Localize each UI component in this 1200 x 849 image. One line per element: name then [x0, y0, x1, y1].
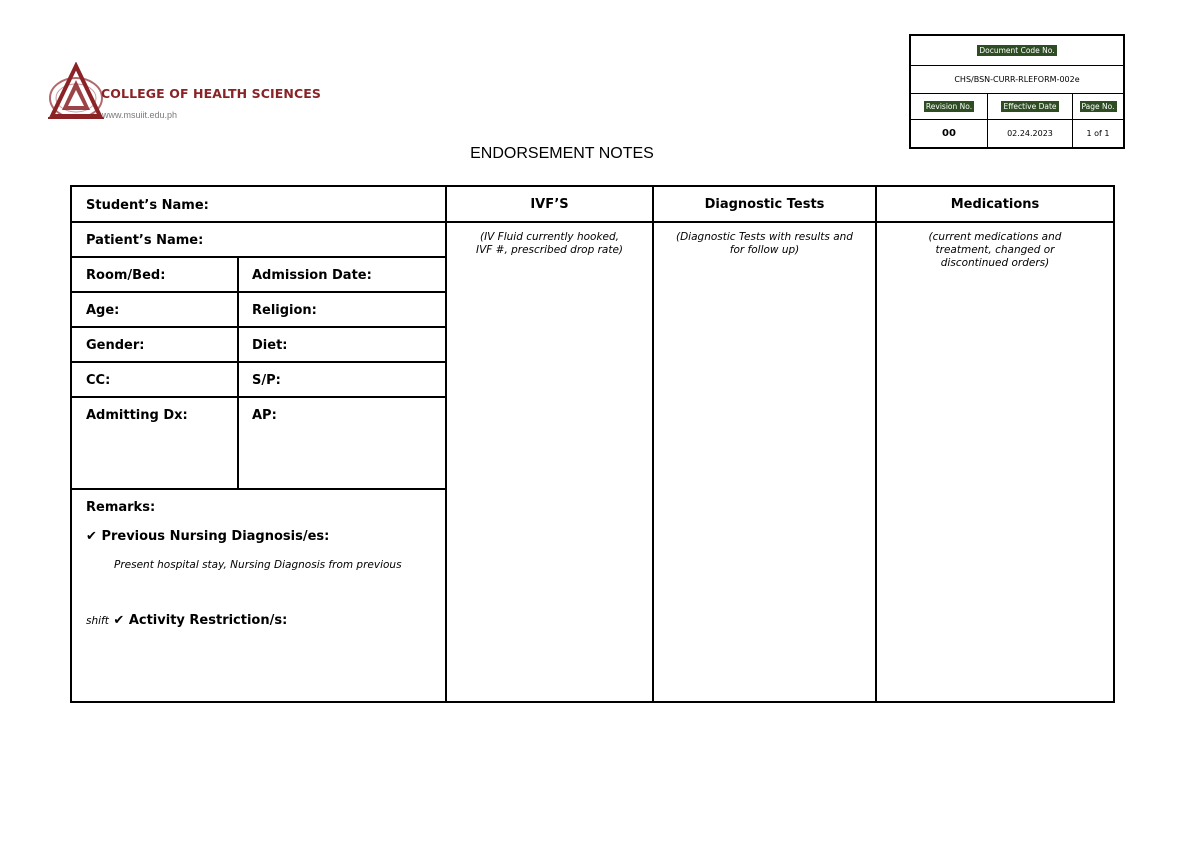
page-title: ENDORSEMENT NOTES [470, 145, 654, 162]
patient-name-field[interactable]: Patient’s Name: [86, 233, 204, 248]
ivf-note-line: (IV Fluid currently hooked, [479, 231, 620, 243]
diagnostic-note-line: for follow up) [729, 244, 800, 256]
medications-note-line: (current medications and [928, 231, 1062, 243]
student-name-field[interactable]: Student’s Name: [86, 198, 209, 213]
revision-value: 00 [911, 120, 988, 147]
activity-restriction-item[interactable] [86, 613, 287, 628]
row-divider [72, 488, 445, 490]
religion-field[interactable]: Religion: [252, 303, 317, 318]
page-no-value: 1 of 1 [1086, 129, 1110, 138]
document-code-box [909, 34, 1125, 149]
remarks-label: Remarks: [86, 500, 156, 515]
medications-note-line: treatment, changed or [935, 244, 1055, 256]
revision-label: Revision No. [925, 102, 973, 111]
ivf-note-line: IVF #, prescribed drop rate) [475, 244, 623, 256]
college-emblem-icon [48, 62, 108, 128]
ivf-column-header: IVF’S [530, 197, 569, 212]
medications-column-note [877, 231, 1113, 270]
diagnostic-tests-column-header: Diagnostic Tests [704, 197, 825, 212]
doc-code-header-label: Document Code No. [979, 46, 1055, 55]
effective-date-label: Effective Date [1003, 102, 1057, 111]
column-divider [445, 187, 447, 701]
age-field[interactable]: Age: [86, 303, 120, 318]
previous-nursing-dx-item[interactable] [86, 529, 329, 544]
sp-field[interactable]: S/P: [252, 373, 281, 388]
previous-nursing-dx-label: Previous Nursing Diagnosis/es: [101, 529, 330, 544]
diagnostic-note-line: (Diagnostic Tests with results and [676, 231, 853, 243]
header-row-divider [72, 221, 1113, 223]
page-no-label: Page No. [1081, 102, 1115, 111]
shift-word: shift [86, 615, 109, 627]
cc-field[interactable]: CC: [86, 373, 111, 388]
doc-code-header-row [911, 36, 1123, 66]
admission-date-field[interactable]: Admission Date: [252, 268, 372, 283]
admitting-dx-field[interactable]: Admitting Dx: [86, 408, 188, 423]
college-name: COLLEGE OF HEALTH SCIENCES [101, 86, 321, 101]
row-divider [72, 256, 445, 258]
doc-code-value-row [911, 66, 1123, 94]
activity-restriction-label: Activity Restriction/s: [128, 613, 288, 628]
checkmark-icon: ✔ [86, 529, 97, 544]
medications-note-line: discontinued orders) [940, 257, 1050, 269]
doc-code-value: CHS/BSN-CURR-RLEFORM-002e [954, 75, 1080, 84]
gender-field[interactable]: Gender: [86, 338, 145, 353]
endorsement-form [70, 185, 1115, 703]
college-logo [48, 62, 328, 128]
room-bed-field[interactable]: Room/Bed: [86, 268, 166, 283]
row-divider [72, 326, 445, 328]
checkmark-icon: ✔ [113, 613, 125, 628]
ivf-column-note [447, 231, 652, 257]
ap-field[interactable]: AP: [252, 408, 277, 423]
doc-code-values-row [911, 120, 1123, 147]
diagnostic-tests-column-note [654, 231, 875, 257]
row-divider [72, 396, 445, 398]
effective-date-value: 02.24.2023 [988, 120, 1073, 147]
previous-nursing-dx-note: Present hospital stay, Nursing Diagnosis from previous [114, 559, 402, 571]
column-divider [652, 187, 654, 701]
college-website: www.msuiit.edu.ph [102, 110, 178, 120]
doc-code-labels-row [911, 94, 1123, 120]
medications-column-header: Medications [950, 197, 1040, 212]
diet-field[interactable]: Diet: [252, 338, 288, 353]
row-divider [72, 361, 445, 363]
row-divider [72, 291, 445, 293]
